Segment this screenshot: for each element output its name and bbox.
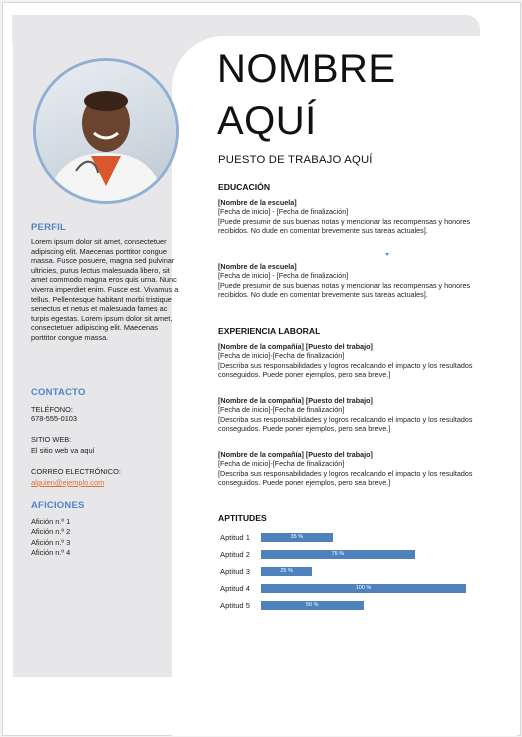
education-entry	[218, 262, 486, 299]
skill-bar: 35 %	[261, 533, 333, 542]
skill-row	[218, 549, 498, 561]
school-name: [Nombre de la escuela]	[218, 198, 297, 207]
skill-bar: 50 %	[261, 601, 364, 610]
experience-entry	[218, 342, 486, 379]
experience-description: [Describa sus responsabilidades y logros recalcando el impacto y los resultados conseguidos. Puede poner ejemplos, pero sea breve.]	[218, 468, 473, 487]
skill-label: Aptitud 4	[220, 584, 250, 593]
skill-bar: 25 %	[261, 567, 312, 576]
school-name: [Nombre de la escuela]	[218, 262, 297, 271]
skill-row	[218, 532, 498, 544]
company-position: [Nombre de la compañía] [Puesto del trabajo]	[218, 450, 373, 459]
profile-text: Lorem ipsum dolor sit amet, consectetuer adipiscing elit. Maecenas porttitor congue massa. Fusce posuere, magna sed pulvinar ultricies, purus lectus malesuada libero, sit amet commodo magna eros quis urna. Nunc viverra imperdiet enim. Fusce est. Vivamus a tellus. Pellentesque habitant morbi tristique senectus et netus et malesuada fames ac turpis egestas. Lorem ipsum dolor sit amet, consectetuer adipiscing elit. Maecenas porttitor congue massa.	[31, 237, 179, 342]
skill-row	[218, 600, 498, 612]
experience-heading: EXPERIENCIA LABORAL	[218, 326, 321, 336]
skill-label: Aptitud 1	[220, 533, 250, 542]
hobby-item: Afición n.º 3	[31, 538, 71, 547]
experience-dates: [Fecha de inicio]-[Fecha de finalización]	[218, 459, 345, 469]
education-dates: [Fecha de inicio] - [Fecha de finalización]	[218, 271, 349, 281]
skill-bar: 75 %	[261, 550, 415, 559]
company-position: [Nombre de la compañía] [Puesto del trabajo]	[218, 396, 373, 405]
hobby-item: Afición n.º 4	[31, 548, 71, 557]
education-description: [Puede presumir de sus buenas notas y mencionar las recompensas y honores recibidos. No dude en comentar brevemente sus tareas actuales].	[218, 280, 471, 299]
company-position: [Nombre de la compañía] [Puesto del trabajo]	[218, 342, 373, 351]
education-dates: [Fecha de inicio] - [Fecha de finalización]	[218, 207, 349, 217]
education-heading: EDUCACIÓN	[218, 182, 271, 192]
hobbies-heading: AFICIONES	[31, 500, 85, 511]
job-title: PUESTO DE TRABAJO AQUÍ	[218, 154, 373, 166]
skill-bar: 100 %	[261, 584, 466, 593]
marker-icon	[385, 253, 389, 256]
website-value: El sitio web va aquí	[31, 446, 95, 455]
education-description: [Puede presumir de sus buenas notas y mencionar las recompensas y honores recibidos. No dude en comentar brevemente sus tareas actuales].	[218, 216, 471, 235]
name-line-1: NOMBRE	[217, 47, 396, 91]
phone-label: TELÉFONO:	[31, 405, 73, 414]
email-label: CORREO ELECTRÓNICO:	[31, 467, 121, 476]
contact-heading: CONTACTO	[31, 387, 86, 398]
experience-description: [Describa sus responsabilidades y logros recalcando el impacto y los resultados conseguidos. Puede poner ejemplos, pero sea breve.]	[218, 414, 473, 433]
experience-dates: [Fecha de inicio]-[Fecha de finalización]	[218, 405, 345, 415]
profile-photo	[33, 58, 179, 204]
skill-label: Aptitud 5	[220, 601, 250, 610]
website-label: SITIO WEB:	[31, 435, 72, 444]
hobby-item: Afición n.º 1	[31, 517, 71, 526]
skill-label: Aptitud 2	[220, 550, 250, 559]
name-line-2: AQUÍ	[217, 99, 317, 143]
skill-row	[218, 583, 498, 595]
experience-description: [Describa sus responsabilidades y logros recalcando el impacto y los resultados conseguidos. Puede poner ejemplos, pero sea breve.]	[218, 360, 473, 379]
experience-entry	[218, 450, 486, 487]
hobby-item: Afición n.º 2	[31, 527, 71, 536]
email-link[interactable]: alguien@ejemplo.com	[31, 478, 105, 487]
experience-entry	[218, 396, 486, 433]
skill-label: Aptitud 3	[220, 567, 250, 576]
skill-row	[218, 566, 498, 578]
experience-dates: [Fecha de inicio]-[Fecha de finalización]	[218, 351, 345, 361]
education-entry	[218, 198, 486, 235]
phone-value: 678-555-0103	[31, 414, 78, 423]
skills-heading: APTITUDES	[218, 513, 267, 523]
profile-heading: PERFIL	[31, 222, 66, 233]
